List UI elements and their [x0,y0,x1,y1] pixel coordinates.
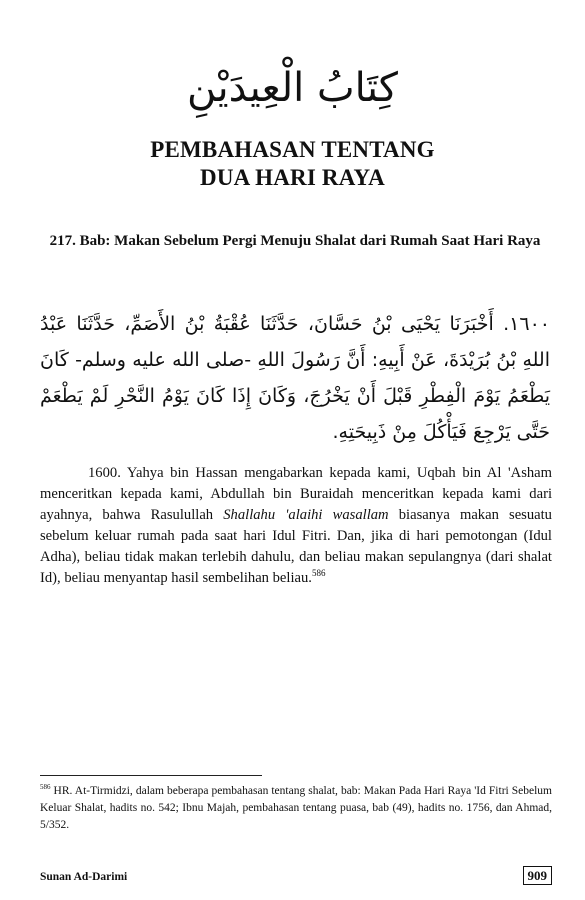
footnote [40,783,552,834]
page-title [0,136,585,192]
title-line-2: DUA HARI RAYA [200,165,385,190]
hadith-translation [40,463,552,589]
chapter-heading: 217. Bab: Makan Sebelum Pergi Menuju Shalat dari Rumah Saat Hari Raya [49,233,541,249]
page-number: 909 [523,866,553,885]
footnote-reference[interactable]: 586 [311,568,326,579]
translation-text-end: biasanya makan sesuatu sebelum keluar rumah pada saat hari Idul Fitri. Dan, jika di hari pemotongan (Idul Adha), beliau tidak makan terlebih dahulu, dan beliau makan sepulangnya (dari shalat Id), beliau menyantap hasil sembelihan beliau. [40,507,552,586]
running-footer-title: Sunan Ad-Darimi [40,871,128,883]
translation-paragraph [40,463,552,589]
footnote-text: HR. At-Tirmidzi, dalam beberapa pembahasan tentang shalat, bab: Makan Pada Hari Raya 'Id Fitri Sebelum Keluar Shalat, hadits no. 542; Ibnu Majah, pembahasan tentang puasa, bab (49), hadits no. 1756, dan Ahmad, 5/352. [40,785,552,831]
honorific-italic: Shallahu 'alaihi wasallam [223,507,389,523]
arabic-hadith-text: ١٦٠٠. أَخْبَرَنَا يَحْيَى بْنُ حَسَّانَ، حَدَّثَنَا عُقْبَةُ بْنُ الأَصَمِّ، حَدَّثَنَا عَبْدُ اللهِ بْنُ بُرَيْدَةَ، عَنْ أَبِيهِ: أَنَّ رَسُولَ اللهِ -صلى الله عليه وسلم- كَانَ يَطْعَمُ يَوْمَ الْفِطْرِ قَبْلَ أَنْ يَخْرُجَ، وَكَانَ إِذَا كَانَ يَوْمُ النَّحْرِ لَمْ يَطْعَمْ حَتَّى يَرْجِعَ فَيَأْكُلَ مِنْ ذَبِيحَتِهِ. [40,313,550,443]
footnote-number: 586 [40,783,51,792]
translation-text-start: 1600. Yahya bin Hassan mengabarkan kepada kami, Uqbah bin Al 'Asham menceritkan kepada kami, Abdullah bin Buraidah menceritkan kepada kami dari ayahnya, bahwa Rasulullah [40,465,552,523]
title-line-1: PEMBAHASAN TENTANG [150,137,435,162]
footnote-divider [40,775,262,776]
arabic-book-title: كِتَابُ الْعِيدَيْنِ [187,65,398,111]
